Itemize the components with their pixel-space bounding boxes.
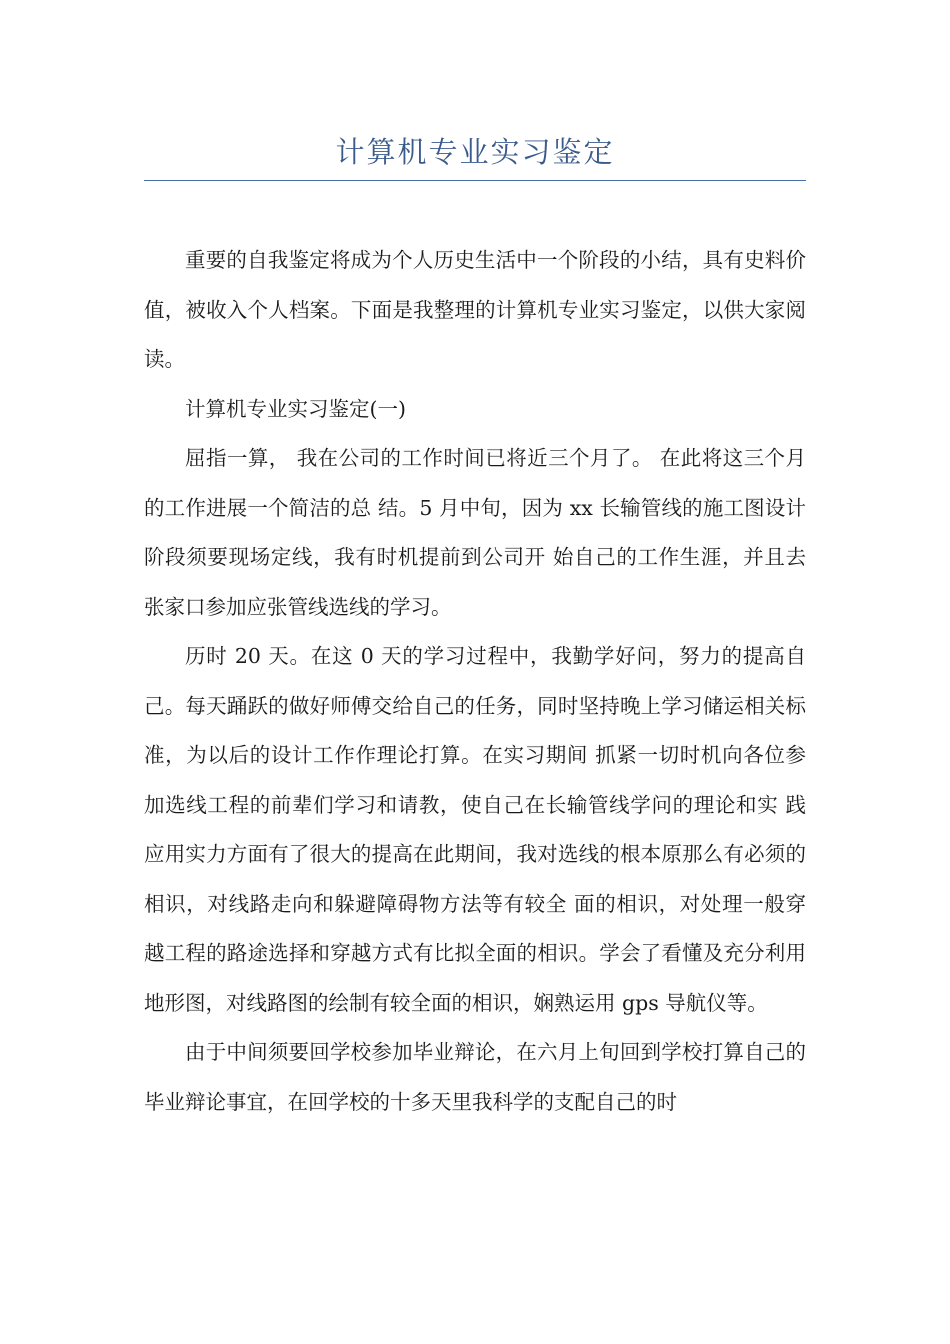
section-heading: 计算机专业实习鉴定(一)	[185, 396, 406, 421]
title-underline	[144, 180, 806, 181]
document-title: 计算机专业实习鉴定	[335, 135, 615, 169]
body-paragraph: 屈指一算， 我在公司的工作时间已将近三个月了。 在此将这三个月的工作进展一个简洁的总 结。5 月中旬，因为 xx 长输管线的施工图设计阶段须要现场定线，我有时机提前到公司开 始自己的工作生涯，并且去张家口参加应张管线选线的学习。	[144, 446, 806, 619]
intro-paragraph: 重要的自我鉴定将成为个人历史生活中一个阶段的小结，具有史料价值，被收入个人档案。下面是我整理的计算机专业实习鉴定，以供大家阅读。	[144, 248, 806, 371]
body-paragraph: 由于中间须要回学校参加毕业辩论，在六月上旬回到学校打算自己的毕业辩论事宜，在回学校的十多天里我科学的支配自己的时	[144, 1040, 806, 1114]
document-body	[144, 236, 806, 1127]
body-paragraph: 历时 20 天。在这 0 天的学习过程中，我勤学好问，努力的提高自己。每天踊跃的做好师傅交给自己的任务，同时坚持晚上学习储运相关标准，为以后的设计工作作理论打算。在实习期间 抓紧一切时机向各位参加选线工程的前辈们学习和请教，使自己在长输管线学问的理论和实 践应用实力方面有了很大的提高在此期间，我对选线的根本原那么有必须的相识，对线路走向和躲避障碍物方法等有较全 面的相识，对处理一般穿越工程的路途选择和穿越方式有比拟全面的相识。学会了看懂及充分利用地形图，对线路图的绘制有较全面的相识，娴熟运用 gps 导航仪等。	[144, 644, 806, 1015]
